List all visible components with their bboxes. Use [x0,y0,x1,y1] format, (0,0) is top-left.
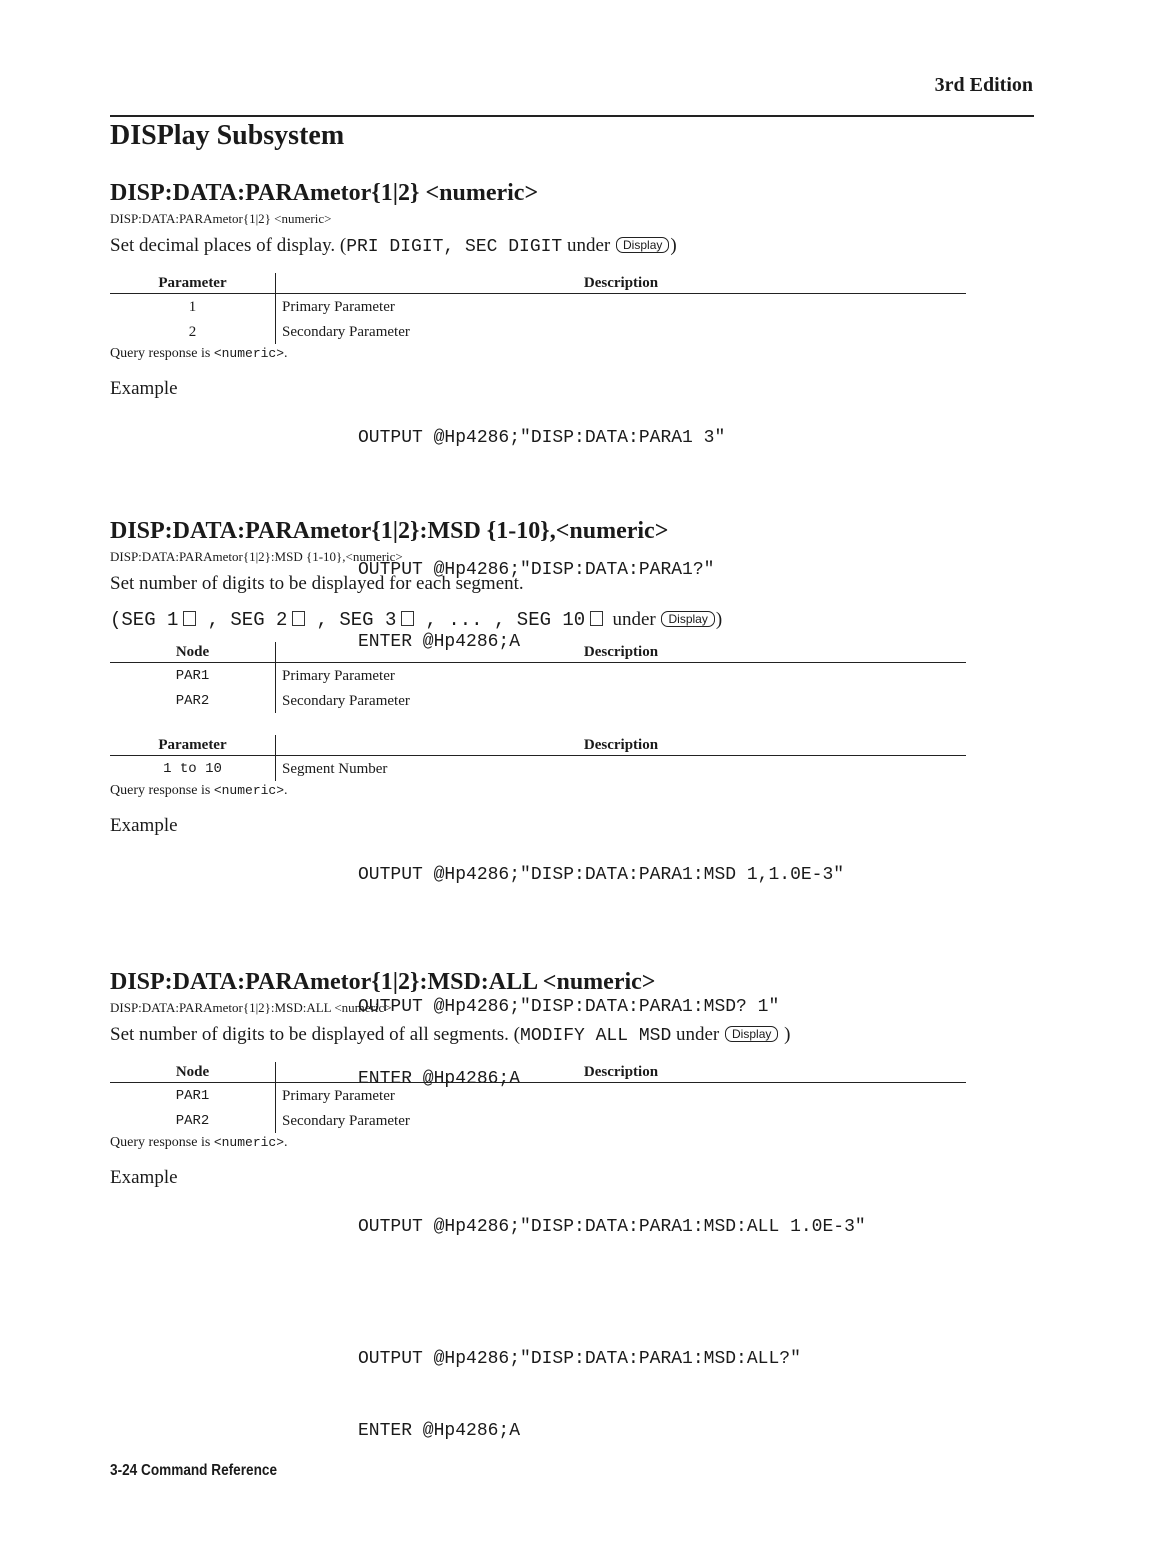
query-end: . [284,346,288,361]
query-text: Query response is [110,346,214,361]
section-msd-all [110,967,980,1491]
top-rule [110,115,1034,117]
table-cell: PAR2 [175,1113,210,1129]
query-response [110,346,980,362]
example-code-line: OUTPUT @Hp4286;"DISP:DATA:PARA1?" [358,560,715,580]
query-type: <numeric> [213,346,285,361]
command-heading: DISP:DATA:PARAmetor{1|2}:MSD:ALL <numeric> [110,969,656,995]
example-code-line: ENTER @Hp4286;A [358,632,521,652]
box-icon [292,611,305,626]
table-header: Description [276,642,967,663]
page-footer: 3-24 Command Reference [110,1462,278,1479]
query-text: Query response is [110,783,214,798]
table-row [110,319,966,344]
softkey-names: PRI DIGIT, SEC DIGIT [346,237,563,257]
example-code-line: OUTPUT @Hp4286;"DISP:DATA:PARA1:MSD:ALL?" [358,1349,801,1369]
command-heading: DISP:DATA:PARAmetor{1|2}:MSD {1-10},<numeric> [110,518,669,544]
description-under: under [671,1024,725,1045]
example-label: Example [110,815,178,836]
table-cell: Primary Parameter [276,1083,967,1109]
table-row [110,1083,966,1109]
description-under: under [562,235,616,256]
example-code-line: OUTPUT @Hp4286;"DISP:DATA:PARA1:MSD:ALL 1.0E-3" [358,1217,866,1237]
table-cell: PAR1 [175,1088,210,1104]
page-title: DISPlay Subsystem [110,120,345,151]
query-response [110,1135,980,1151]
box-icon [590,611,603,626]
example-block [110,1167,980,1491]
table-cell: PAR2 [175,693,210,709]
table-cell: Primary Parameter [276,663,967,689]
node-table [110,642,966,713]
description-close: ) [779,1024,791,1045]
table-cell: 2 [188,324,197,340]
seg-close: ) [715,609,723,630]
command-syntax: DISP:DATA:PARAmetor{1|2} <numeric> [110,211,332,226]
command-syntax: DISP:DATA:PARAmetor{1|2}:MSD {1-10},<numeric> [110,549,403,564]
edition-label: 3rd Edition [934,74,1033,96]
table-cell: Segment Number [276,756,967,782]
parameter-table [110,735,966,781]
box-icon [183,611,196,626]
query-end: . [284,1135,288,1150]
table-cell: Secondary Parameter [276,1108,967,1133]
table-header: Parameter [110,735,276,756]
table-header: Description [276,735,967,756]
parameter-table [110,273,966,344]
command-description: Set number of digits to be displayed for each segment. [110,573,524,594]
table-cell: PAR1 [175,668,210,684]
seg-open: ( [110,609,122,631]
command-heading: DISP:DATA:PARAmetor{1|2} <numeric> [110,180,539,206]
display-key-icon: Display [661,611,714,627]
table-row [110,1108,966,1133]
table-header: Node [110,1062,276,1083]
table-row [110,294,966,320]
query-response [110,783,980,799]
table-header: Description [276,1062,967,1083]
query-type: <numeric> [213,783,285,798]
table-cell: Secondary Parameter [276,688,967,713]
softkey-names: MODIFY ALL MSD [520,1026,672,1046]
table-header: Parameter [110,273,276,294]
example-code-line: ENTER @Hp4286;A [358,1069,521,1089]
command-description [110,234,980,259]
example-code-line: ENTER @Hp4286;A [358,1421,521,1441]
table-row [110,756,966,782]
table-cell: Secondary Parameter [276,319,967,344]
description-close: ) [670,235,677,256]
node-table [110,1062,966,1133]
segment-softkeys: (SEG 1 , SEG 2 , SEG 3 , ... , SEG 10 under Display ) [110,609,723,631]
seg-label: SEG 10 [516,609,586,631]
seg-label: SEG 1 [121,609,179,631]
example-code-line: OUTPUT @Hp4286;"DISP:DATA:PARA1:MSD 1,1.0E-3" [358,865,845,885]
table-header: Description [276,273,967,294]
description-text: Set number of digits to be displayed of all segments. ( [110,1024,521,1045]
table-cell: 1 to 10 [163,761,222,777]
table-cell: 1 [188,299,197,315]
description-text: Set decimal places of display. ( [110,235,347,256]
seg-label: SEG 3 [339,609,397,631]
query-text: Query response is [110,1135,214,1150]
seg-ellipsis: ... [448,609,483,631]
table-header: Node [110,642,276,663]
example-label: Example [110,1167,178,1188]
table-cell: Primary Parameter [276,294,967,320]
display-key-icon: Display [616,237,669,253]
command-description [110,1023,980,1048]
table-row [110,688,966,713]
query-end: . [284,783,288,798]
example-code-line: OUTPUT @Hp4286;"DISP:DATA:PARA1:MSD? 1" [358,997,780,1017]
example-label: Example [110,378,178,399]
seg-label: SEG 2 [230,609,288,631]
seg-under: under [612,609,656,630]
table-row [110,663,966,689]
display-key-icon: Display [725,1026,778,1042]
example-code-line: OUTPUT @Hp4286;"DISP:DATA:PARA1 3" [358,428,726,448]
command-syntax: DISP:DATA:PARAmetor{1|2}:MSD:ALL <numeric> [110,1000,392,1015]
box-icon [401,611,414,626]
query-type: <numeric> [213,1135,285,1150]
